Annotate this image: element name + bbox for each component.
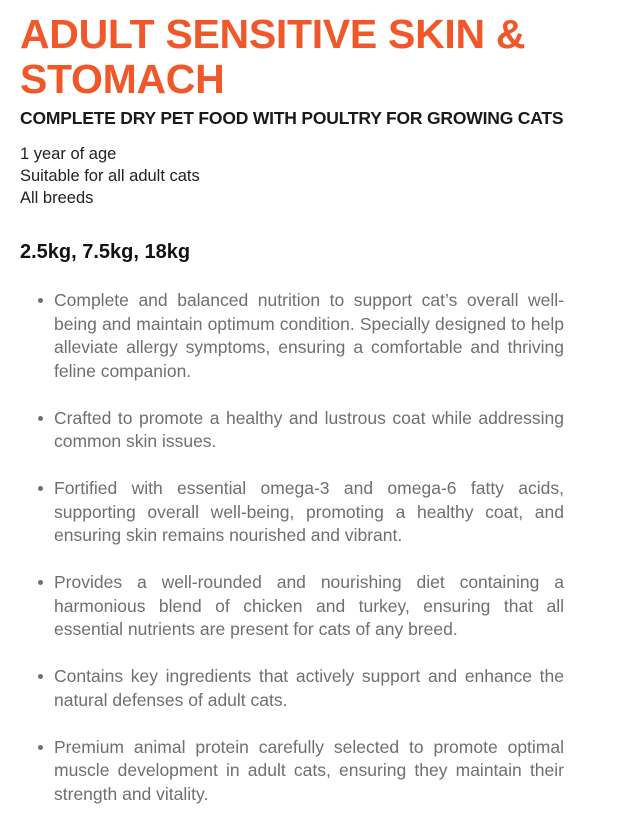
product-description — [20, 12, 610, 830]
feature-list — [20, 289, 564, 806]
feature-text: Provides a well-rounded and nourishing diet containing a harmonious blend of chicken and turkey, ensuring that all essential nutrients are present for cats of any breed. — [54, 572, 564, 639]
feature-item — [54, 407, 564, 454]
bullet-icon — [38, 674, 43, 679]
bullet-icon — [38, 580, 43, 585]
feature-text: Crafted to promote a healthy and lustrous coat while addressing common skin issues. — [54, 407, 564, 451]
feature-item — [54, 665, 564, 712]
info-suitability: Suitable for all adult cats — [20, 167, 200, 185]
feature-text: Contains key ingredients that actively support and enhance the natural defenses of adult cats. — [54, 666, 564, 710]
package-sizes: 2.5kg, 7.5kg, 18kg — [20, 241, 191, 263]
feature-item — [54, 289, 564, 383]
bullet-icon — [38, 298, 43, 303]
bullet-icon — [38, 745, 43, 750]
bullet-icon — [38, 486, 43, 491]
feature-item — [54, 736, 564, 807]
product-info — [20, 143, 610, 209]
feature-text: Premium animal protein carefully selected to promote optimal muscle development in adult cats, ensuring they maintain their strength and vitality. — [54, 736, 564, 804]
info-breeds: All breeds — [20, 189, 94, 207]
feature-text: Fortified with essential omega-3 and omega-6 fatty acids, supporting overall well-being, promoting a healthy coat, and ensuring skin remains nourished and vibrant. — [54, 478, 564, 545]
feature-item — [54, 477, 564, 548]
feature-item — [54, 571, 564, 642]
product-title: ADULT SENSITIVE SKIN & STOMACH — [20, 11, 526, 102]
feature-text: Complete and balanced nutrition to support cat’s overall well-being and maintain optimum condition. Specially designed to help alleviate allergy symptoms, ensuring a comfortable and thriving feline companion. — [54, 290, 564, 381]
bullet-icon — [38, 416, 43, 421]
info-age: 1 year of age — [20, 145, 117, 163]
product-subtitle: COMPLETE DRY PET FOOD WITH POULTRY FOR GROWING CATS — [20, 108, 564, 128]
